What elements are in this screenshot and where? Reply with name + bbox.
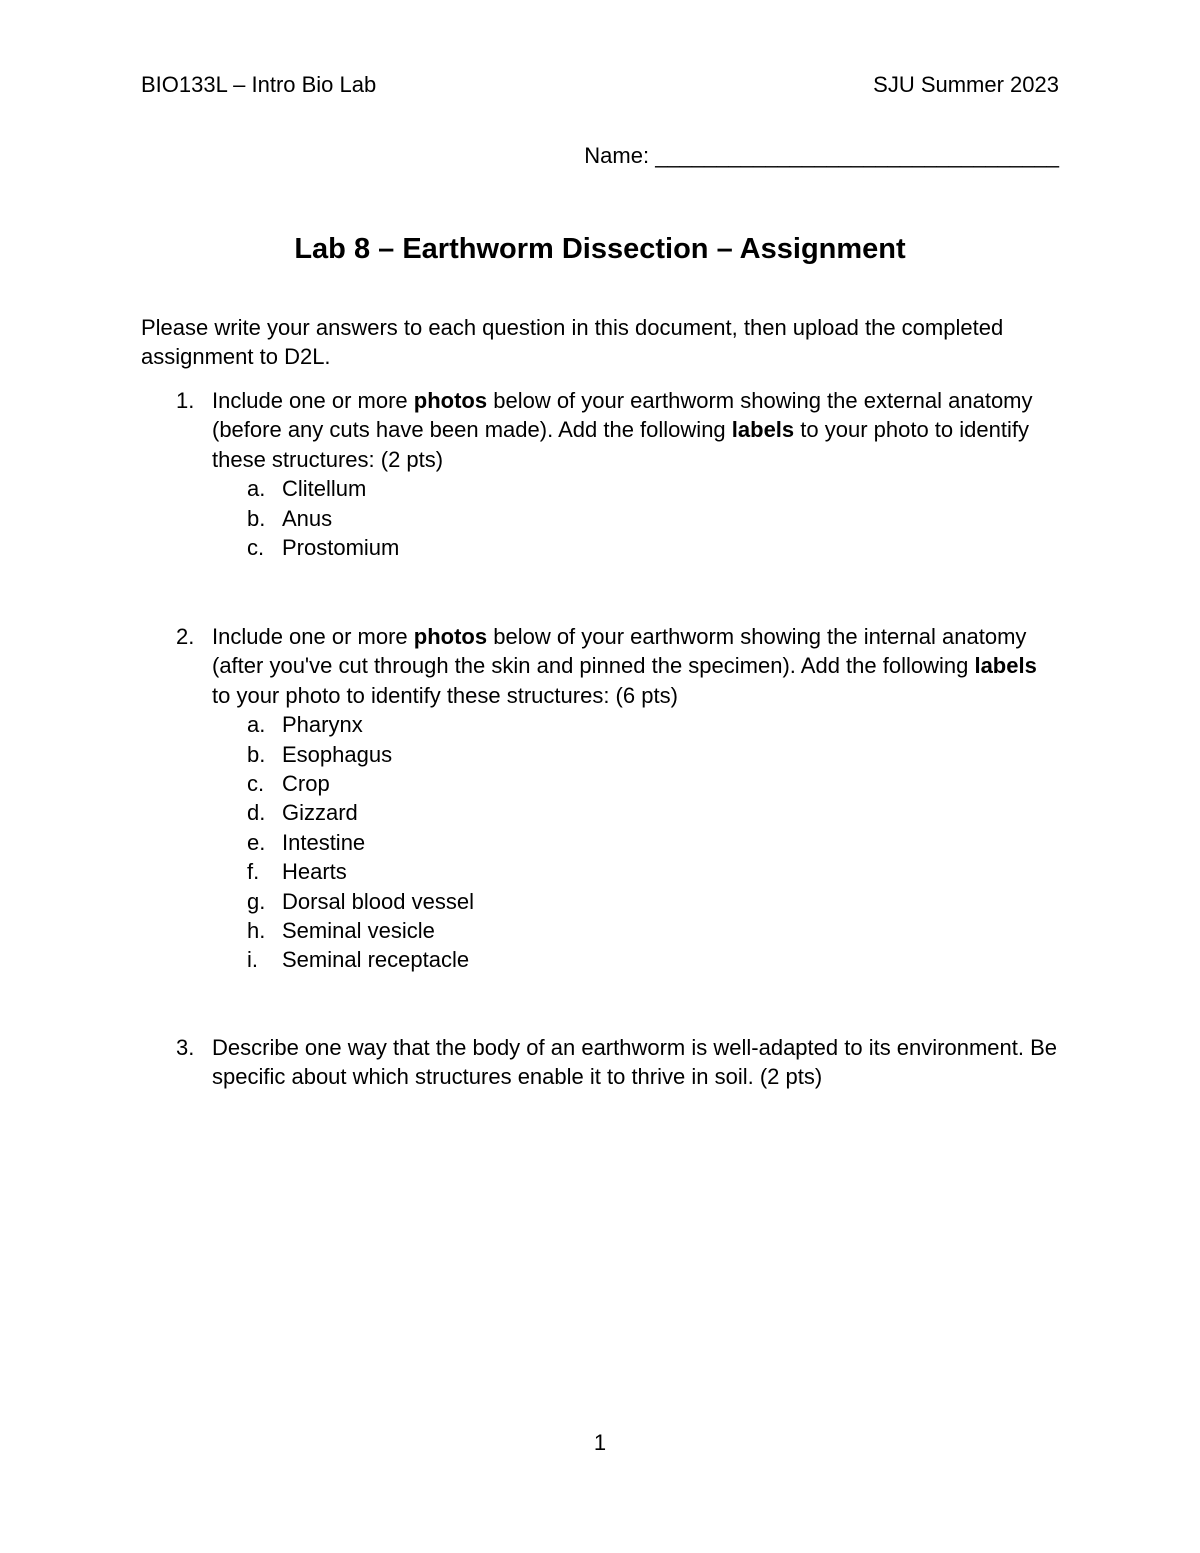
bold-term: labels xyxy=(731,417,795,443)
list-item: b. Esophagus xyxy=(247,741,393,767)
page-number: 1 xyxy=(593,1430,607,1455)
question-number: 3. xyxy=(176,1035,195,1060)
question-number: 2. xyxy=(176,624,195,649)
question-number: 1. xyxy=(176,388,195,413)
course-header: BIO133L – Intro Bio Lab xyxy=(141,72,377,97)
name-field xyxy=(584,143,1059,169)
question-2 xyxy=(141,622,1061,975)
list-item: b. Anus xyxy=(247,505,333,531)
list-item: e. Intestine xyxy=(247,829,366,855)
list-item: d. Gizzard xyxy=(247,800,358,826)
bold-term: photos xyxy=(413,624,488,649)
list-item: h. Seminal vesicle xyxy=(247,917,435,943)
instructions: Please write your answers to each question in this document, then upload the completed assignment to D2L. xyxy=(141,315,1004,369)
question-text: Describe one way that the body of an earthworm is well-adapted to its environment. Be specific about which structures enable it to thrive in soil. (2 pts) xyxy=(212,1035,1058,1090)
list-item: a. Pharynx xyxy=(247,712,363,738)
list-item: g. Dorsal blood vessel xyxy=(247,888,474,914)
question-text: Include one or more photos below of your earthworm showing the external anatomy (before any cuts have been made). Add the following labels to your photo to identify these structures: (2 pts) xyxy=(212,388,1033,472)
question-text: Include one or more photos below of your earthworm showing the internal anatomy (after you've cut through the skin and pinned the specimen). Add the following labels to your photo to identify these structures: (6 pts) xyxy=(212,624,1037,708)
name-blank: _________________________________ xyxy=(655,143,1059,168)
question-1 xyxy=(141,386,1061,562)
name-label: Name: xyxy=(584,143,650,168)
page-title: Lab 8 – Earthworm Dissection – Assignment xyxy=(294,233,906,265)
list-item: a. Clitellum xyxy=(247,476,367,502)
question-3 xyxy=(141,1033,1061,1092)
bold-term: labels xyxy=(974,653,1037,679)
list-item: c. Prostomium xyxy=(247,535,400,560)
term-header: SJU Summer 2023 xyxy=(873,72,1059,97)
bold-term: photos xyxy=(413,388,488,413)
list-item: c. Crop xyxy=(247,771,330,796)
list-item: i. Seminal receptacle xyxy=(247,947,470,973)
list-item: f. Hearts xyxy=(247,859,347,885)
